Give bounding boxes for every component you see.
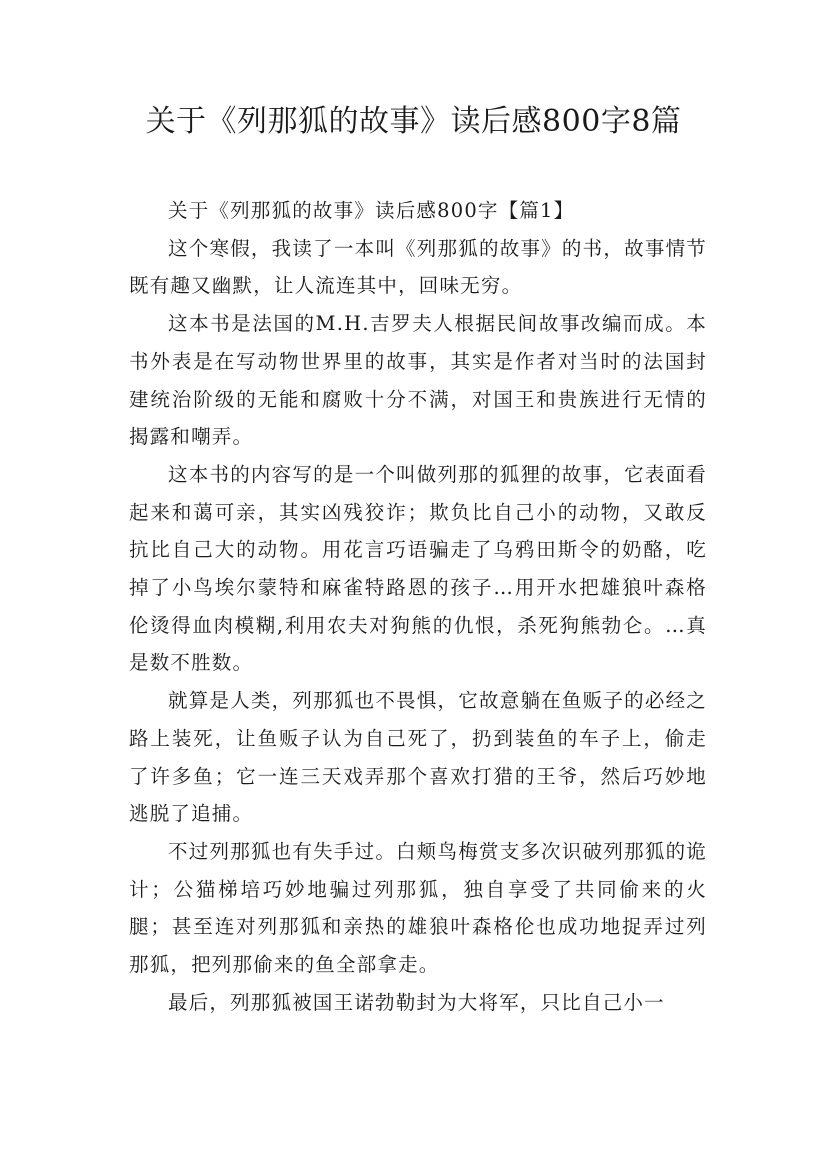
section-heading: 关于《列那狐的故事》读后感800字【篇1】 xyxy=(168,199,575,222)
paragraph-4: 就算是人类，列那狐也不畏惧，它故意躺在鱼贩子的必经之路上装死，让鱼贩子认为自己死了，扔到装鱼的车子上，偷走了许多鱼；它一连三天戏弄那个喜欢打猎的王爷，然后巧妙地逃脱了追捕。 xyxy=(129,689,707,826)
document-body xyxy=(129,192,707,1021)
paragraph-6: 最后，列那狐被国王诺勃勒封为大将军，只比自己小一 xyxy=(168,990,665,1014)
paragraph-5: 不过列那狐也有失手过。白颊鸟梅赏支多次识破列那狐的诡计；公猫梯培巧妙地骗过列那狐，独自享受了共同偷来的火腿；甚至连对列那狐和亲热的雄狼叶森格伦也成功地捉弄过列那狐，把列那偷来的鱼全部拿走。 xyxy=(129,839,707,977)
paragraph-2: 这本书是法国的M.H.吉罗夫人根据民间故事改编而成。本书外表是在写动物世界里的故事，其实是作者对当时的法国封建统治阶级的无能和腐败十分不满，对国王和贵族进行无情的揭露和嘲弄。 xyxy=(129,312,707,449)
paragraph-3: 这本书的内容写的是一个叫做列那的狐狸的故事，它表面看起来和蔼可亲，其实凶残狡诈；欺负比自己小的动物，又敢反抗比自己大的动物。用花言巧语骗走了乌鸦田斯令的奶酪，吃掉了小鸟埃尔蒙特和麻雀特路恩的孩子…用开水把雄狼叶森格伦烫得血肉模糊,利用农夫对狗熊的仇恨，杀死狗熊勃仑。…真是数不胜数。 xyxy=(129,462,707,675)
document-title: 关于《列那狐的故事》读后感800字8篇 xyxy=(145,104,682,139)
paragraph-1: 这个寒假，我读了一本叫《列那狐的故事》的书，故事情节既有趣又幽默，让人流连其中，回味无穷。 xyxy=(129,236,707,298)
